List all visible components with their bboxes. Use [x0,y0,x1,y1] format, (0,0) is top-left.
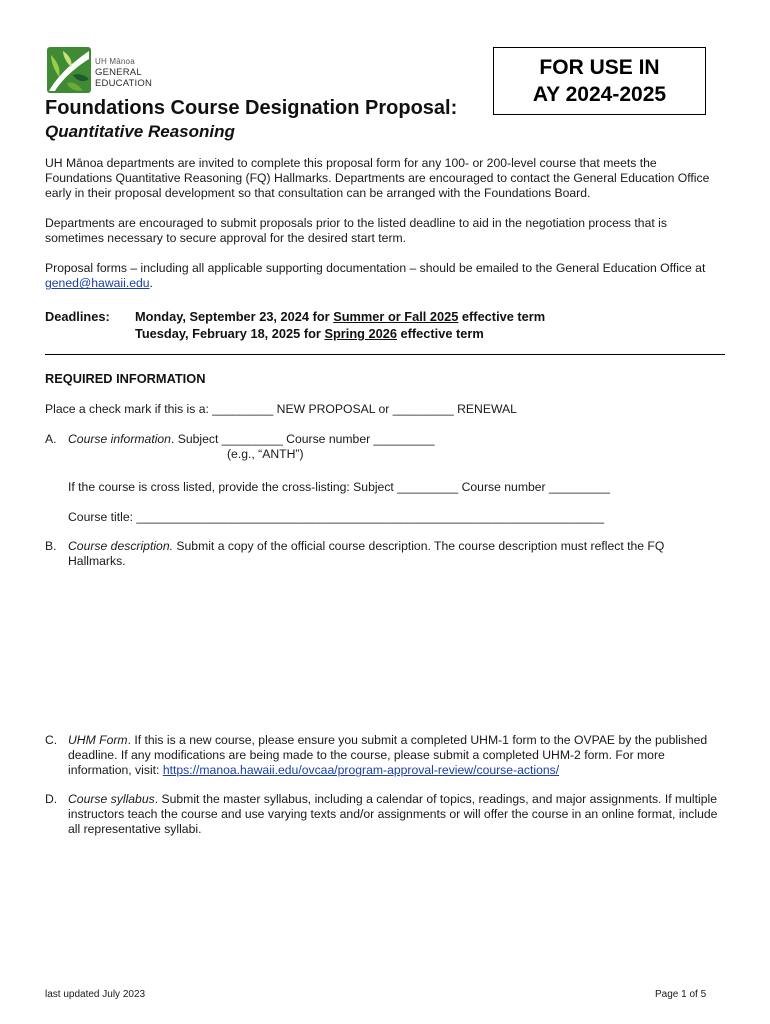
item-c-text: . If this is a new course, please ensure you submit a completed UHM-1 form to the OVPAE by the published deadline. If any modifications are being made to the course, please submit a completed UHM-2 form. For more information, visit: [68,733,708,778]
item-c-uhm-form [68,733,718,779]
intro-paragraph-3-text: Proposal forms – including all applicable supporting documentation – should be emailed to the General Education Office at [45,261,706,275]
deadline-1-date: Monday, September 23, 2024 for [135,309,334,324]
intro-paragraph-3 [45,261,725,291]
item-a-course-information [68,432,718,447]
item-d-letter: D. [45,792,58,806]
item-c-label: UHM Form [68,733,128,747]
logo-line-education: EDUCATION [95,78,153,89]
proposal-type-check-line[interactable]: Place a check mark if this is a: _________ NEW PROPOSAL or _________ RENEWAL [45,402,517,416]
item-a-label: Course information [68,432,171,446]
logo-line-general: GENERAL [95,67,142,78]
section-divider [45,354,725,355]
item-c-letter: C. [45,733,58,747]
item-a-course-title[interactable]: Course title: _____________________________________________________________________ [68,510,605,524]
uh-manoa-gened-logo [47,47,197,95]
footer-last-updated: last updated July 2023 [45,989,146,1000]
required-information-heading: REQUIRED INFORMATION [45,371,206,386]
use-box-line2: AY 2024-2025 [532,83,667,106]
intro-paragraph-3-end: . [149,276,153,291]
logo-text [95,56,152,89]
deadline-2-end: effective term [396,326,484,341]
item-a-letter: A. [45,432,57,446]
deadlines-list [135,308,635,342]
deadlines-label: Deadlines: [45,309,110,324]
item-d-course-syllabus [68,792,718,838]
for-use-in-box [493,47,706,115]
deadline-2-date: Tuesday, February 18, 2025 for [135,326,325,341]
item-b-label: Course description. [68,539,173,553]
use-box-line1: FOR USE IN [539,56,660,79]
deadline-2-term: Spring 2026 [324,326,397,341]
gened-email-link[interactable]: gened@hawaii.edu [45,276,150,291]
item-a-cross-listing[interactable]: If the course is cross listed, provide the cross-listing: Subject _________ Course number _________ [68,480,610,494]
item-a-text[interactable]: . Subject _________ Course number _________ [170,432,435,446]
leaf-logo-icon [47,47,91,93]
course-actions-link[interactable]: https://manoa.hawaii.edu/ovcaa/program-approval-review/course-actions/ [162,763,560,778]
deadline-2 [135,325,635,342]
page-title: Foundations Course Designation Proposal: [45,97,458,119]
item-a-example: (e.g., “ANTH”) [227,447,304,461]
item-d-label: Course syllabus [68,792,155,806]
deadline-1-end: effective term [458,309,546,324]
deadline-1 [135,308,635,325]
page-subtitle: Quantitative Reasoning [45,122,235,141]
intro-paragraph-1: UH Mānoa departments are invited to complete this proposal form for any 100- or 200-level course that meets the Foundations Quantitative Reasoning (FQ) Hallmarks. Departments are encouraged to contact the General Education Office early in their proposal development so that consultation can be arranged with the Foundations Board. [45,156,710,201]
intro-paragraph-2: Departments are encouraged to submit proposals prior to the listed deadline to aid in the negotiation process that is sometimes necessary to secure approval for the desired start term. [45,216,667,246]
logo-line-uh: UH Mānoa [95,57,135,66]
deadline-1-term: Summer or Fall 2025 [333,309,459,324]
item-b-course-description [68,539,718,569]
footer-page-number: Page 1 of 5 [655,989,707,1000]
item-b-letter: B. [45,539,57,553]
item-d-text: . Submit the master syllabus, including a calendar of topics, readings, and major assignments. If multiple instructors teach the course and use varying texts and/or assignments or will offer the course in an online format, include all representative syllabi. [68,792,718,837]
item-b-text: Submit a copy of the official course description. The course description must reflect the FQ Hallmarks. [68,539,665,569]
